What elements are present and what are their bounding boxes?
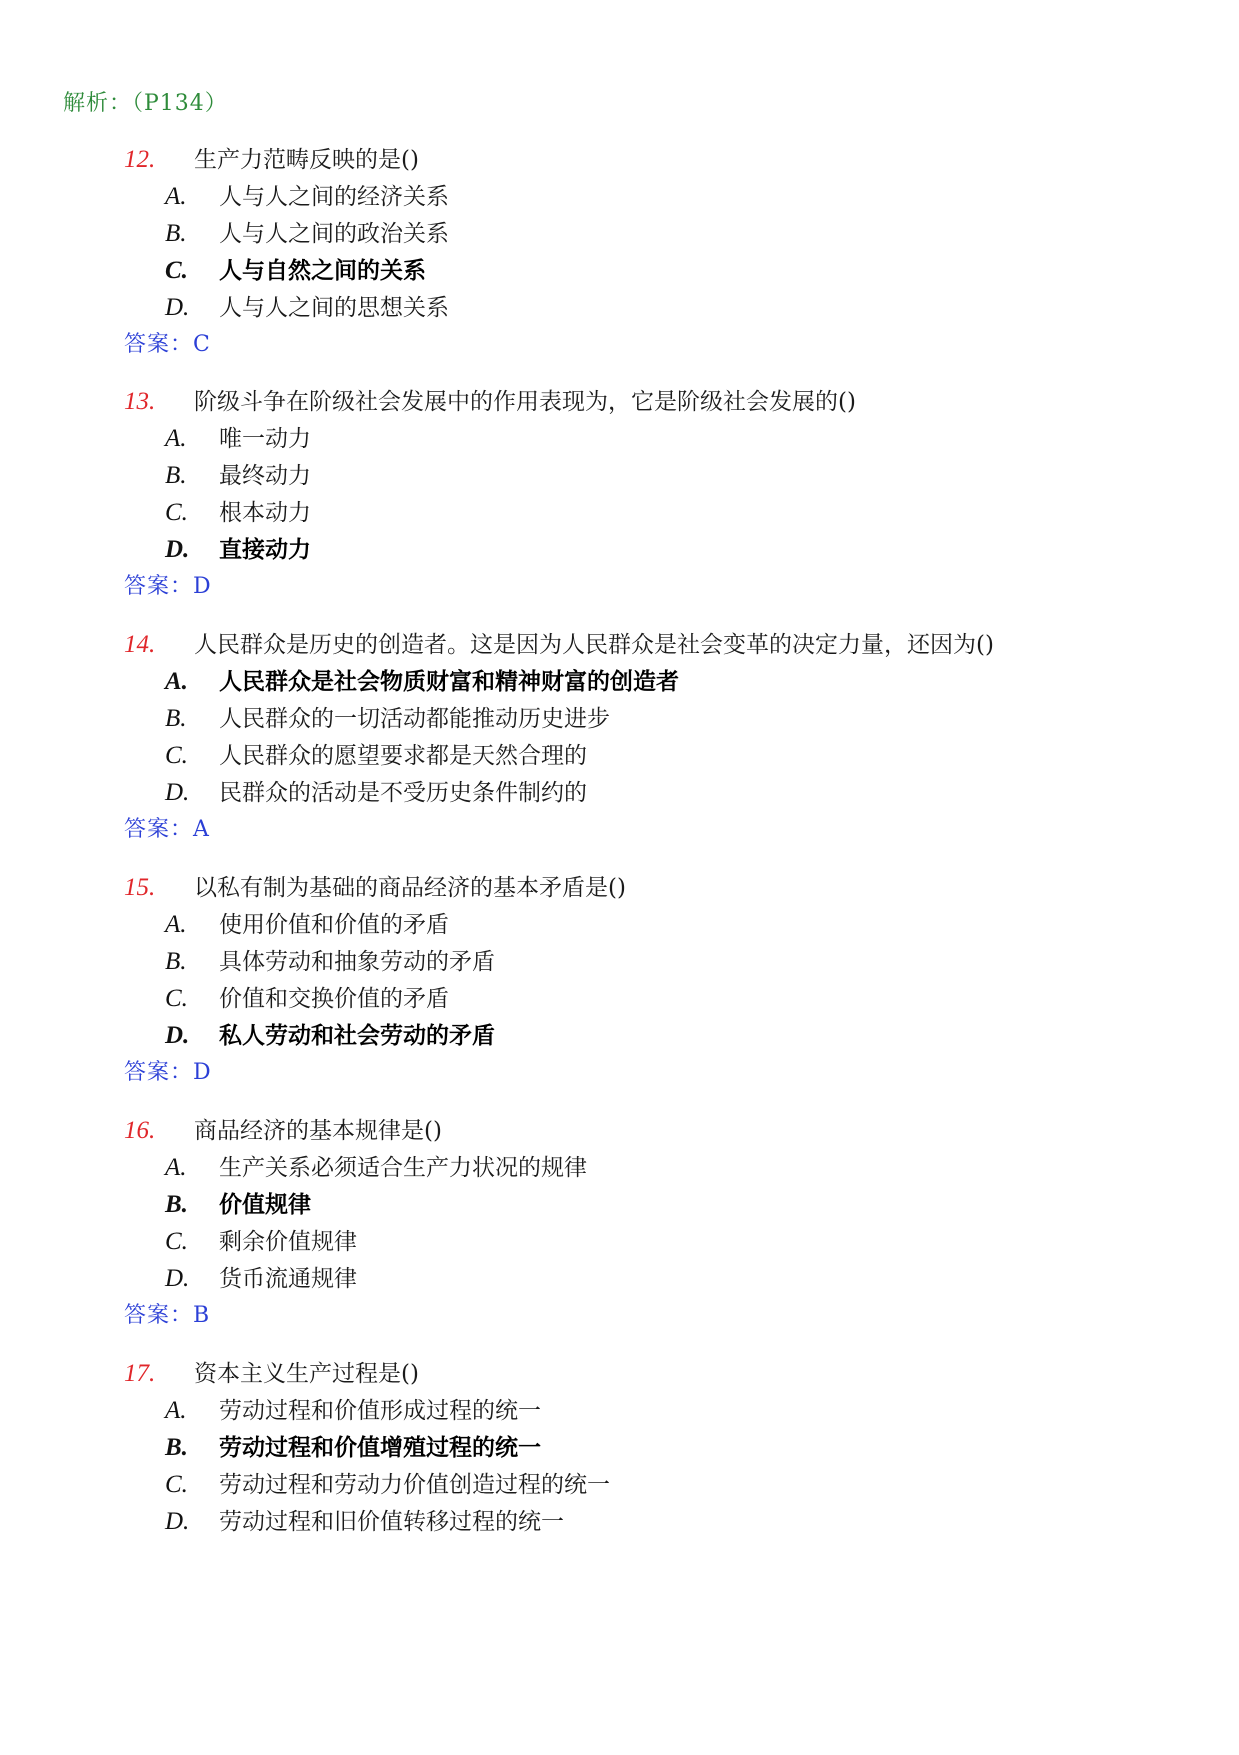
option-text: 劳动过程和旧价值转移过程的统一 <box>219 1509 564 1535</box>
option-c <box>165 1467 610 1503</box>
option-text: 人民群众的愿望要求都是天然合理的 <box>219 743 587 769</box>
option-letter: A. <box>165 911 187 938</box>
question-text: 人民群众是历史的创造者。这是因为人民群众是社会变革的决定力量，还因为() <box>194 632 994 658</box>
option-text: 劳动过程和价值增殖过程的统一 <box>219 1435 541 1461</box>
option-text: 根本动力 <box>219 500 311 526</box>
question-number: 14. <box>124 631 156 658</box>
option-d <box>165 1018 495 1054</box>
option-letter: C. <box>165 1228 188 1255</box>
analysis-label: 解析：（P134） <box>63 91 228 116</box>
option-d <box>165 1504 564 1540</box>
option-letter: D. <box>165 1022 190 1049</box>
option-text: 人民群众的一切活动都能推动历史进步 <box>219 706 610 732</box>
option-text: 直接动力 <box>219 537 311 563</box>
option-letter: D. <box>165 779 190 806</box>
option-text: 最终动力 <box>219 463 311 489</box>
option-letter: D. <box>165 1265 190 1292</box>
option-c <box>165 738 587 774</box>
option-text: 人民群众是社会物质财富和精神财富的创造者 <box>219 669 679 695</box>
option-text: 剩余价值规律 <box>219 1229 357 1255</box>
option-c <box>165 1224 357 1260</box>
option-letter: B. <box>165 948 187 975</box>
option-letter: C. <box>165 985 188 1012</box>
option-letter: B. <box>165 220 187 247</box>
question-stem <box>124 1113 442 1149</box>
option-a <box>165 1150 587 1186</box>
option-text: 私人劳动和社会劳动的矛盾 <box>219 1023 495 1049</box>
option-letter: A. <box>165 668 188 695</box>
question-text: 生产力范畴反映的是() <box>194 147 419 173</box>
option-a <box>165 907 449 943</box>
option-b <box>165 701 610 737</box>
question-text: 阶级斗争在阶级社会发展中的作用表现为，它是阶级社会发展的() <box>194 389 856 415</box>
option-b <box>165 1430 541 1466</box>
answer-line: 答案：A <box>124 817 210 842</box>
option-letter: A. <box>165 183 187 210</box>
question-number: 17. <box>124 1360 156 1387</box>
question-text: 商品经济的基本规律是() <box>194 1118 442 1144</box>
option-b <box>165 944 495 980</box>
option-a <box>165 179 449 215</box>
option-a <box>165 664 679 700</box>
answer-line: 答案：D <box>124 1060 212 1085</box>
option-letter: C. <box>165 499 188 526</box>
option-text: 人与人之间的思想关系 <box>219 295 449 321</box>
option-c <box>165 981 449 1017</box>
option-d <box>165 1261 357 1297</box>
option-letter: A. <box>165 1397 187 1424</box>
option-letter: B. <box>165 705 187 732</box>
option-text: 唯一动力 <box>219 426 311 452</box>
option-c <box>165 495 311 531</box>
option-d <box>165 532 311 568</box>
option-text: 价值规律 <box>219 1192 311 1218</box>
option-letter: B. <box>165 462 187 489</box>
question-stem <box>124 384 856 420</box>
option-c <box>165 253 426 289</box>
question-number: 16. <box>124 1117 156 1144</box>
question-number: 12. <box>124 146 156 173</box>
option-letter: C. <box>165 742 188 769</box>
option-a <box>165 421 311 457</box>
option-letter: D. <box>165 536 190 563</box>
question-text: 以私有制为基础的商品经济的基本矛盾是() <box>194 875 626 901</box>
answer-line: 答案：D <box>124 574 212 599</box>
question-stem <box>124 1356 419 1392</box>
option-b <box>165 1187 311 1223</box>
option-text: 人与人之间的政治关系 <box>219 221 449 247</box>
option-letter: B. <box>165 1191 188 1218</box>
option-d <box>165 290 449 326</box>
answer-line: 答案：B <box>124 1303 211 1328</box>
option-letter: A. <box>165 425 187 452</box>
question-number: 13. <box>124 388 156 415</box>
option-text: 使用价值和价值的矛盾 <box>219 912 449 938</box>
option-letter: A. <box>165 1154 187 1181</box>
option-b <box>165 216 449 252</box>
option-text: 价值和交换价值的矛盾 <box>219 986 449 1012</box>
question-text: 资本主义生产过程是() <box>194 1361 419 1387</box>
option-letter: D. <box>165 294 190 321</box>
option-text: 货币流通规律 <box>219 1266 357 1292</box>
option-letter: D. <box>165 1508 190 1535</box>
option-a <box>165 1393 541 1429</box>
option-text: 人与人之间的经济关系 <box>219 184 449 210</box>
option-b <box>165 458 311 494</box>
option-letter: B. <box>165 1434 188 1461</box>
option-text: 劳动过程和劳动力价值创造过程的统一 <box>219 1472 610 1498</box>
option-text: 具体劳动和抽象劳动的矛盾 <box>219 949 495 975</box>
question-stem <box>124 870 626 906</box>
option-text: 民群众的活动是不受历史条件制约的 <box>219 780 587 806</box>
option-text: 生产关系必须适合生产力状况的规律 <box>219 1155 587 1181</box>
question-number: 15. <box>124 874 156 901</box>
question-stem <box>124 142 419 178</box>
option-text: 人与自然之间的关系 <box>219 258 426 284</box>
answer-line: 答案：C <box>124 332 211 357</box>
option-letter: C. <box>165 257 188 284</box>
option-text: 劳动过程和价值形成过程的统一 <box>219 1398 541 1424</box>
option-letter: C. <box>165 1471 188 1498</box>
option-d <box>165 775 587 811</box>
question-stem <box>124 627 994 663</box>
